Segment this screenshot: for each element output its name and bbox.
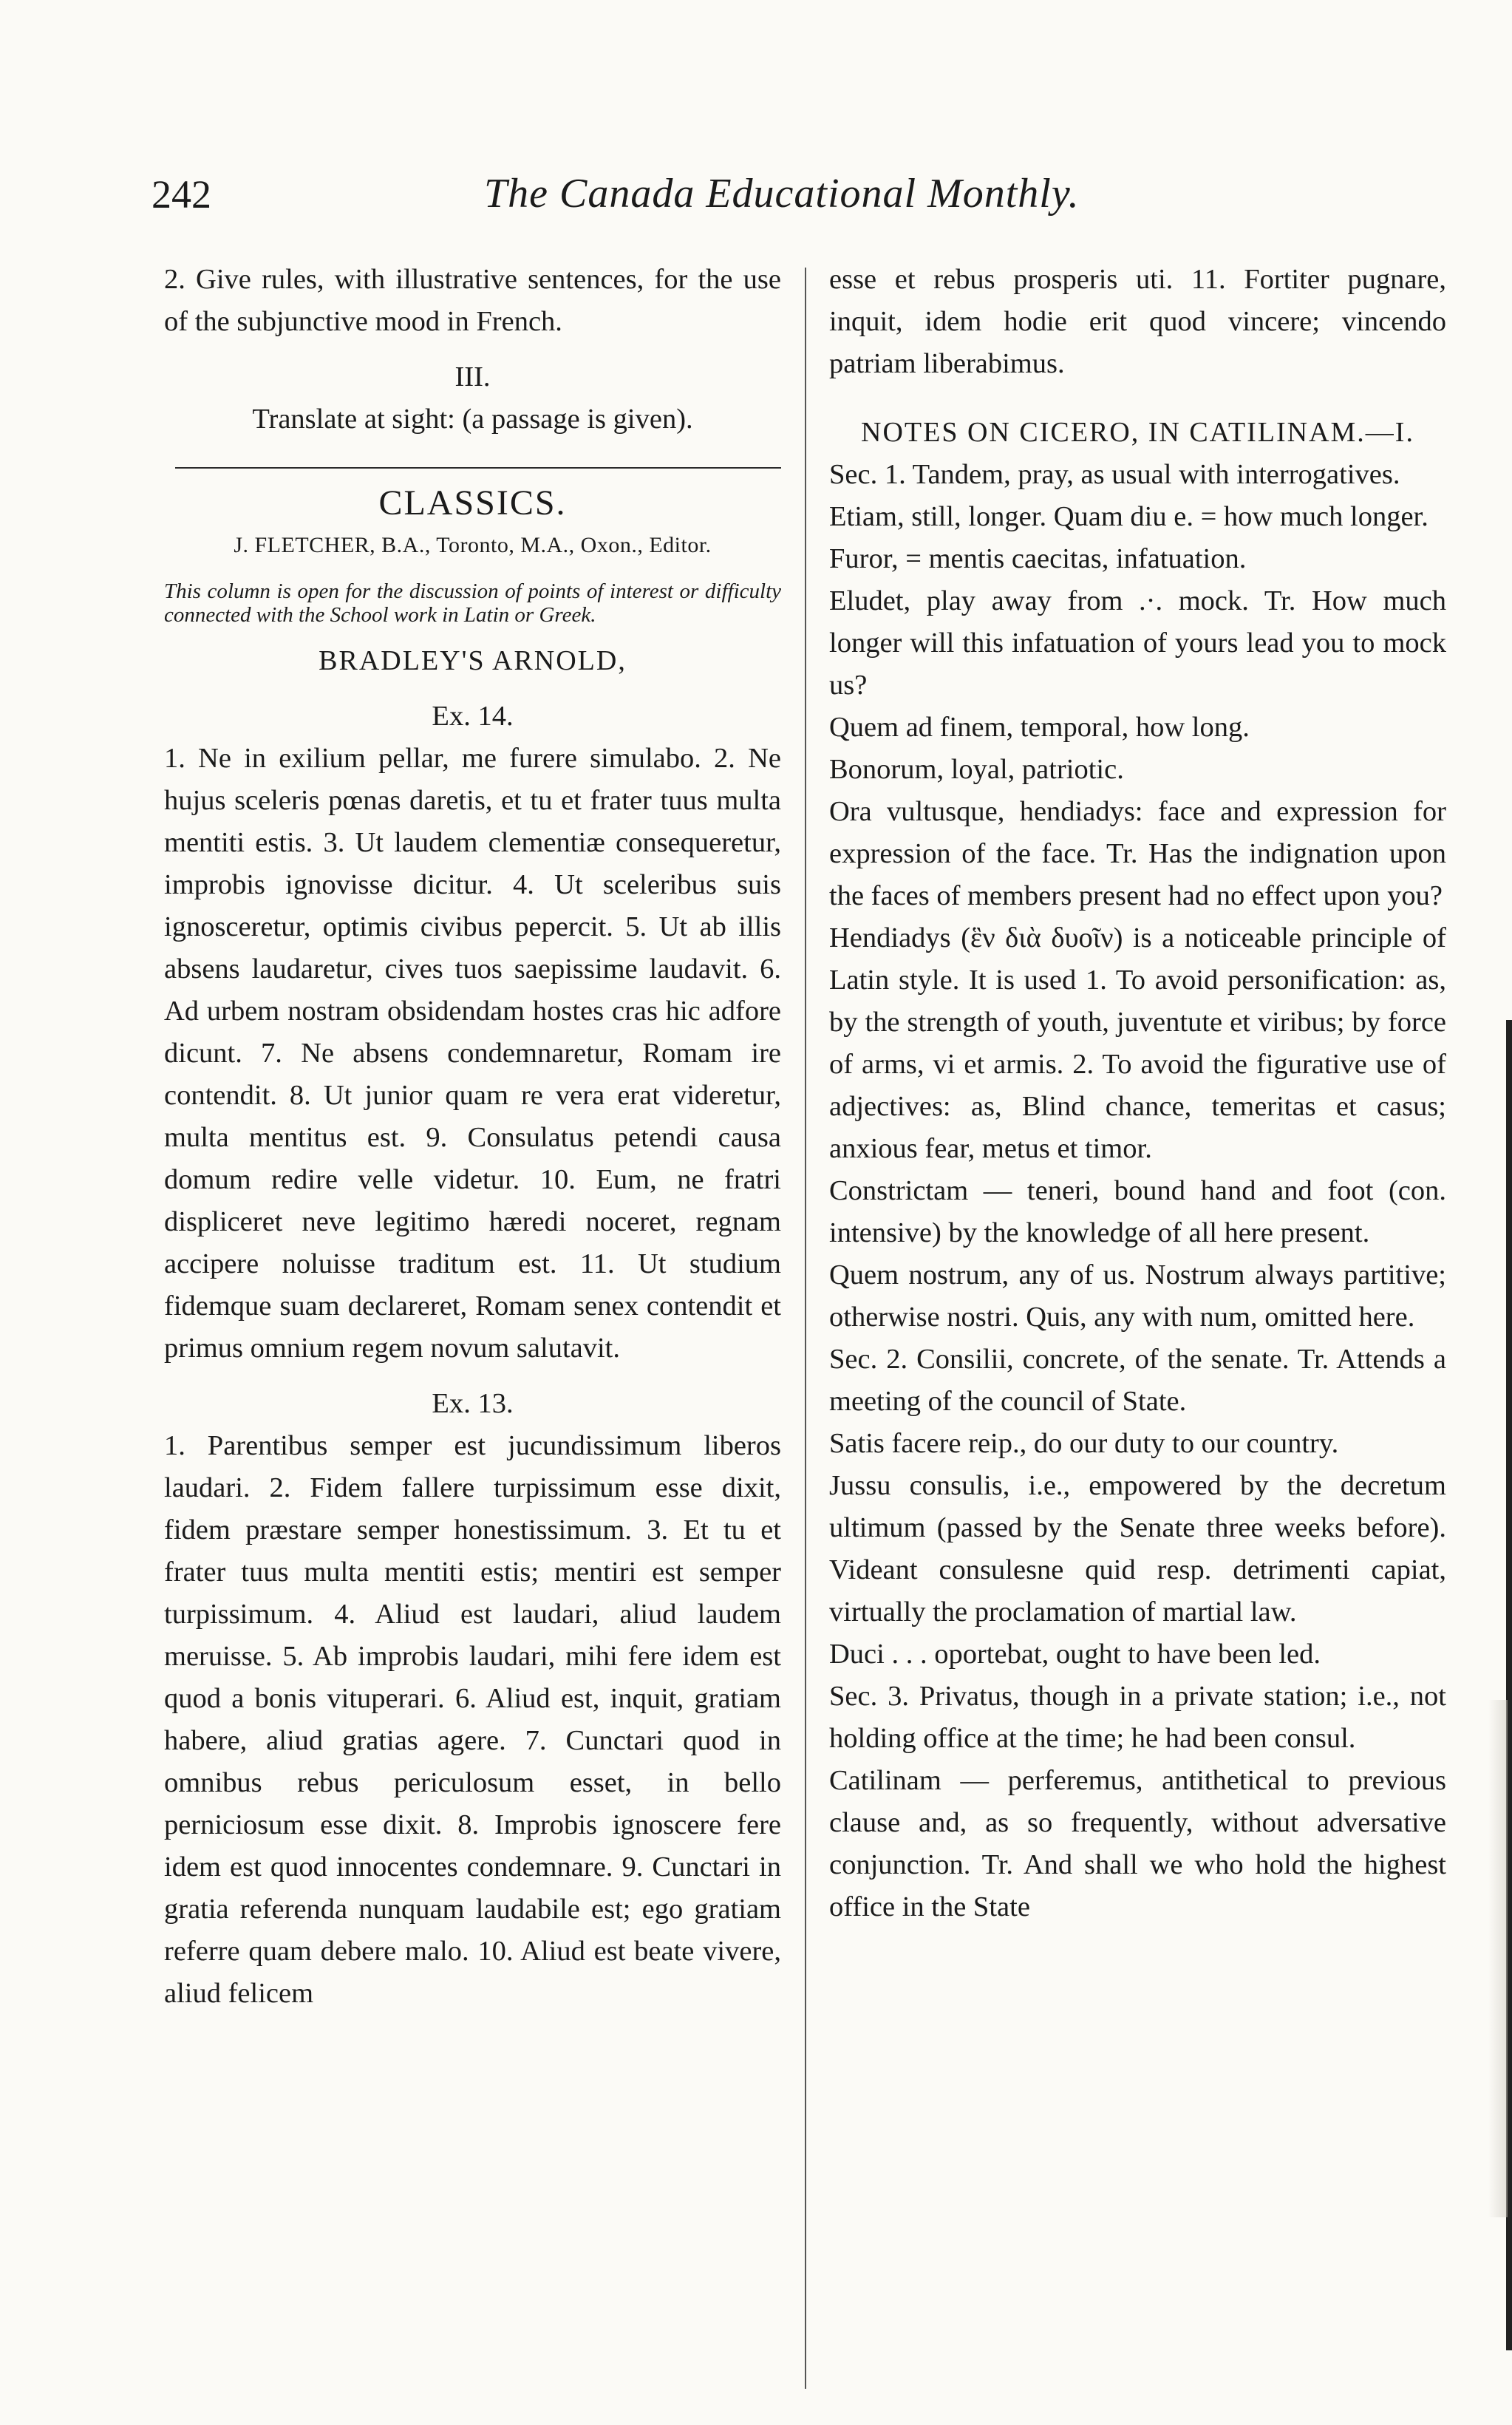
column-divider bbox=[805, 268, 806, 2389]
left-column bbox=[164, 259, 781, 2015]
note-duci: Duci . . . oportebat, ought to have been led. bbox=[829, 1639, 1321, 1670]
note-constrictam: Constrictam — teneri, bound hand and foot (con. intensive) by the knowledge of all here present. bbox=[829, 1175, 1446, 1248]
page-stain bbox=[1488, 1700, 1508, 2217]
classics-heading: CLASSICS. bbox=[378, 483, 567, 523]
note-quem: Quem ad finem, temporal, how long. bbox=[829, 712, 1250, 743]
running-head bbox=[151, 171, 1452, 231]
note-catilinam: Catilinam — perferemus, antithetical to previous clause and, as so frequently, without adversative conjunction. Tr. And shall we who hold the highest office in the State bbox=[829, 1765, 1446, 1922]
cicero-notes-heading: NOTES ON CICERO, IN CATILINAM.—I. bbox=[861, 417, 1414, 448]
note-sec1: Sec. 1. Tandem, pray, as usual with interrogatives. bbox=[829, 459, 1400, 490]
note-nostrum: Quem nostrum, any of us. Nostrum always partitive; otherwise nostri. Quis, any with num, omitted here. bbox=[829, 1259, 1446, 1333]
french-question: 2. Give rules, with illustrative sentences, for the use of the subjunctive mood in French. bbox=[164, 264, 781, 337]
translate-instruction: Translate at sight: (a passage is given). bbox=[252, 404, 693, 435]
column-note: This column is open for the discussion of points of interest or difficulty connected with the School work in Latin or Greek. bbox=[164, 579, 781, 627]
note-bonorum: Bonorum, loyal, patriotic. bbox=[829, 754, 1124, 785]
exercise-13-text: 1. Parentibus semper est jucundissimum liberos laudari. 2. Fidem fallere turpissimum esse dixit, fidem præstare semper honestissimum. 3. Et tu et frater tuus multa mentiti estis; mentiri est semper turpissimum. 4. Aliud est laudari, aliud laudem meruisse. 5. Ab improbis laudari, mihi fere idem est quod a bonis vituperari. 6. Aliud est, inquit, gratiam habere, aliud gratias agere. 7. Cunctari quod in omnibus rebus periculosum esset, in bello perniciosum esse dixit. 8. Improbis ignoscere fere idem est quod innocentes condemnare. 9. Cunctari in gratia referenda nunquam laudabile est; ego gratiam referre quam debere malo. 10. Aliud est beate vivere, aliud felicem bbox=[164, 1430, 781, 2009]
exercise-continuation: esse et rebus prosperis uti. 11. Fortiter pugnare, inquit, idem hodie erit quod vincere; vincendo patriam liberabimus. bbox=[829, 264, 1446, 379]
page-number: 242 bbox=[151, 172, 211, 217]
note-sec3: Sec. 3. Privatus, though in a private station; i.e., not holding office at the time; he had been consul. bbox=[829, 1681, 1446, 1754]
note-satis: Satis facere reip., do our duty to our country. bbox=[829, 1428, 1339, 1459]
note-furor: Furor, = mentis caecitas, infatuation. bbox=[829, 543, 1247, 574]
section-numeral: III. bbox=[454, 361, 491, 392]
bradley-heading: BRADLEY'S ARNOLD, bbox=[319, 645, 627, 676]
exercise-14-heading: Ex. 14. bbox=[432, 701, 514, 732]
note-etiam: Etiam, still, longer. Quam diu e. = how much longer. bbox=[829, 501, 1428, 532]
note-sec2: Sec. 2. Consilii, concrete, of the senate. Tr. Attends a meeting of the council of State. bbox=[829, 1344, 1446, 1417]
exercise-13-heading: Ex. 13. bbox=[432, 1388, 514, 1419]
note-ora: Ora vultusque, hendiadys: face and expression for expression of the face. Tr. Has the indignation upon the faces of members present had no effect upon you? bbox=[829, 796, 1446, 911]
note-eludet: Eludet, play away from .·. mock. Tr. How much longer will this infatuation of yours lead you to mock us? bbox=[829, 585, 1446, 701]
right-column bbox=[829, 259, 1446, 1928]
note-hendiadys: Hendiadys (ἓν διὰ δυοῖν) is a noticeable principle of Latin style. It is used 1. To avoid personification: as, by the strength of youth, juventute et viribus; by force of arms, vi et armis. 2. To avoid the figurative use of adjectives: as, Blind chance, temeritas et casus; anxious fear, metus et timor. bbox=[829, 922, 1446, 1164]
exercise-14-text: 1. Ne in exilium pellar, me furere simulabo. 2. Ne hujus sceleris pœnas daretis, et tu et frater tuus multa mentiti estis. 3. Ut laudem clementiæ consequeretur, improbis ignovisse dicitur. 4. Ut sceleribus suis ignosceretur, optimis civibus pepercit. 5. Ut ab illis absens laudaretur, cives tuos saepissime laudavit. 6. Ad urbem nostram obsidendam hostes cras hic adfore dicunt. 7. Ne absens condemnaretur, Romam ire contendit. 8. Ut junior quam re vera erat videretur, multa mentitus est. 9. Consulatus petendi causa domum redire velle videtur. 10. Eum, ne fratri displiceret neve legitimo hæredi noceret, regnam accipere noluisse traditum est. 11. Ut studium fidemque suam declareret, Romam senex contendit et primus omnium regem novum salutavit. bbox=[164, 743, 781, 1364]
journal-title: The Canada Educational Monthly. bbox=[484, 171, 1080, 217]
note-jussu: Jussu consulis, i.e., empowered by the decretum ultimum (passed by the Senate three weeks before). Videant consulesne quid resp. detrimenti capiat, virtually the proclamation of martial law. bbox=[829, 1470, 1446, 1628]
editor-line: J. FLETCHER, B.A., Toronto, M.A., Oxon., Editor. bbox=[234, 533, 712, 557]
